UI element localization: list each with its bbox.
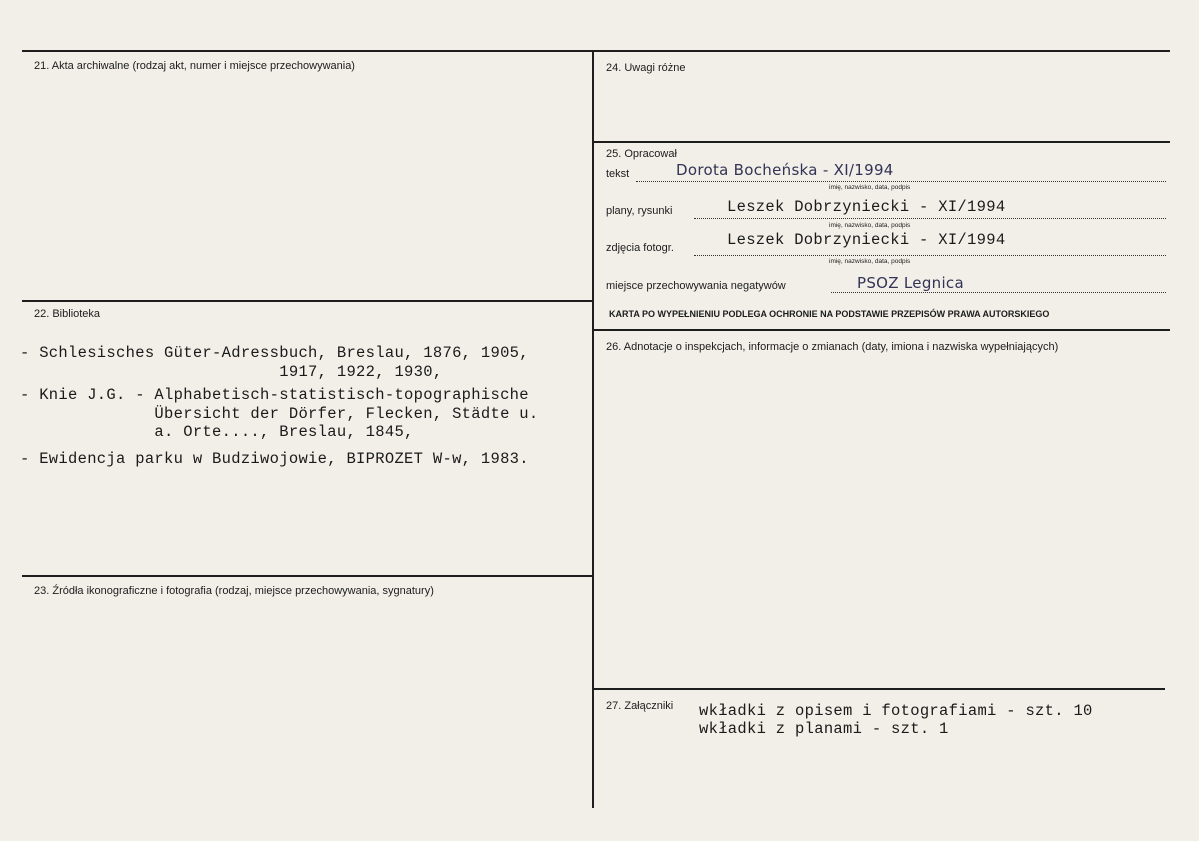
library-entry-line: a. Orte...., Breslau, 1845, [20, 423, 414, 441]
plany-value: Leszek Dobrzyniecki - XI/1994 [727, 198, 1006, 216]
top-rule [22, 50, 1170, 52]
library-entry-line: - Knie J.G. - Alphabetisch-statistisch-topographische [20, 386, 529, 404]
library-entry-line: Übersicht der Dörfer, Flecken, Städte u. [20, 405, 539, 423]
zdjecia-value: Leszek Dobrzyniecki - XI/1994 [727, 231, 1006, 249]
sec26-label: 26. Adnotacje o inspekcjach, informacje o zmianach (daty, imiona i nazwiska wypełniających) [606, 341, 1059, 353]
library-entry-line: - Ewidencja parku w Budziwojowie, BIPROZET W-w, 1983. [20, 450, 529, 468]
sec24-label: 24. Uwagi różne [606, 62, 686, 74]
sec21-label: 21. Akta archiwalne (rodzaj akt, numer i miejsce przechowywania) [34, 60, 355, 72]
plany-dotted-line [694, 218, 1166, 219]
sec27-label: 27. Załączniki [606, 700, 674, 712]
zdjecia-caption: imię, nazwisko, data, podpis [829, 258, 911, 265]
plany-caption: imię, nazwisko, data, podpis [829, 222, 911, 229]
tekst-dotted-line [636, 181, 1166, 182]
attachment-line: wkładki z opisem i fotografiami - szt. 10 [699, 702, 1093, 720]
attachment-line: wkładki z planami - szt. 1 [699, 720, 949, 738]
negatywy-dotted-line [831, 292, 1166, 293]
tekst-label: tekst [606, 168, 630, 180]
negatywy-value: PSOZ Legnica [857, 274, 964, 292]
negatywy-label: miejsce przechowywania negatywów [606, 280, 786, 292]
center-divider [592, 50, 594, 808]
plany-label: plany, rysunki [606, 205, 673, 217]
library-entry-line: 1917, 1922, 1930, [20, 363, 443, 381]
zdjecia-dotted-line [694, 255, 1166, 256]
sec25-label: 25. Opracował [606, 148, 677, 160]
zdjecia-label: zdjęcia fotogr. [606, 242, 674, 254]
rule-27 [593, 688, 1165, 690]
copyright-notice: KARTA PO WYPEŁNIENIU PODLEGA OCHRONIE NA PODSTAWIE PRZEPISÓW PRAWA AUTORSKIEGO [609, 309, 1050, 319]
sec22-label: 22. Biblioteka [34, 308, 101, 320]
rule-23 [22, 575, 593, 577]
rule-26 [593, 329, 1170, 331]
tekst-value: Dorota Bocheńska - XI/1994 [676, 161, 894, 179]
rule-25 [593, 141, 1170, 143]
rule-22 [22, 300, 593, 302]
tekst-caption: imię, nazwisko, data, podpis [829, 184, 911, 191]
sec23-label: 23. Źródła ikonograficzne i fotografia (rodzaj, miejsce przechowywania, sygnatury) [34, 585, 434, 597]
library-entry-line: - Schlesisches Güter-Adressbuch, Breslau, 1876, 1905, [20, 344, 529, 362]
